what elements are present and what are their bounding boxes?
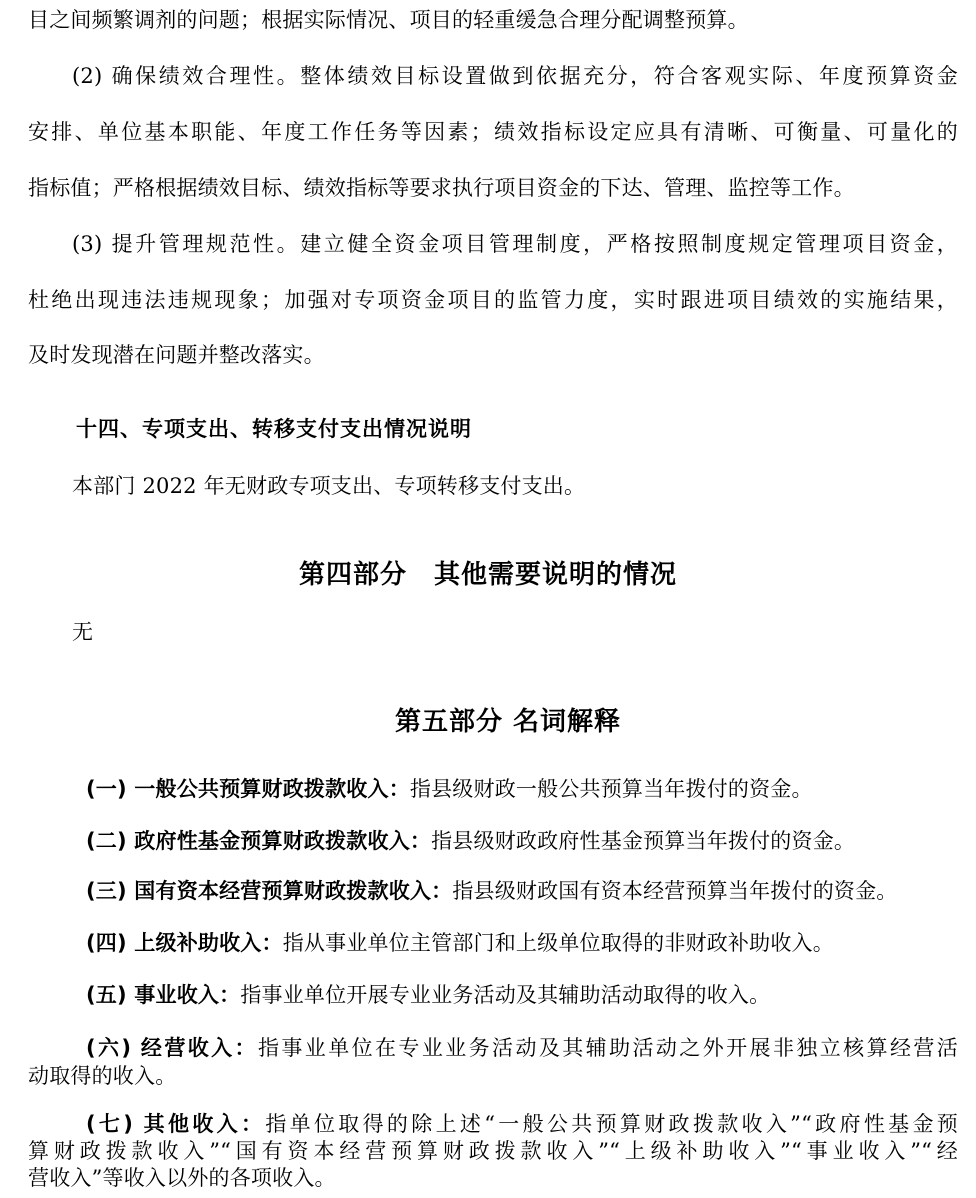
glossary-term: (六) 经营收入：	[86, 1036, 258, 1060]
paragraph-line: 安排、单位基本职能、年度工作任务等因素；绩效指标设定应具有清晰、可衡量、可量化的	[28, 120, 958, 144]
glossary-desc-continued: 营收入”等收入以外的各项收入。	[28, 1166, 336, 1190]
glossary-desc: 指从事业单位主管部门和上级单位取得的非财政补助收入。	[282, 931, 834, 955]
glossary-desc-continued: 动取得的收入。	[28, 1064, 177, 1088]
glossary-term: (一) 一般公共预算财政拨款收入：	[86, 777, 410, 801]
paragraph-line: 指标值；严格根据绩效目标、绩效指标等要求执行项目资金的下达、管理、监控等工作。	[28, 176, 855, 200]
glossary-desc: 指单位取得的除上述“一般公共预算财政拨款收入”“政府性基金预	[265, 1112, 958, 1136]
part-title: 第四部分 其他需要说明的情况	[298, 560, 677, 590]
glossary-item	[86, 877, 958, 905]
glossary-desc: 指县级财政国有资本经营预算当年拨付的资金。	[452, 879, 898, 903]
glossary-desc: 指县级财政一般公共预算当年拨付的资金。	[409, 777, 813, 801]
part-title: 第五部分 名词解释	[394, 707, 622, 737]
paragraph-line: (3) 提升管理规范性。建立健全资金项目管理制度，严格按照制度规定管理项目资金，	[72, 232, 958, 256]
glossary-item	[86, 1034, 958, 1062]
glossary-item	[86, 827, 958, 855]
paragraph-line: (2) 确保绩效合理性。整体绩效目标设置做到依据充分，符合客观实际、年度预算资金	[72, 64, 958, 88]
glossary-item	[86, 1110, 958, 1138]
glossary-desc: 指事业单位开展专业业务活动及其辅助活动取得的收入。	[240, 983, 771, 1007]
paragraph-line: 及时发现潜在问题并整改落实。	[28, 343, 325, 367]
glossary-term: (五) 事业收入：	[86, 983, 241, 1007]
glossary-item	[86, 981, 958, 1009]
glossary-desc: 指县级财政政府性基金预算当年拨付的资金。	[431, 829, 856, 853]
glossary-desc: 指事业单位在专业业务活动及其辅助活动之外开展非独立核算经营活	[257, 1036, 958, 1060]
section-heading: 十四、专项支出、转移支付支出情况说明	[76, 417, 472, 441]
paragraph-line: 杜绝出现违法违规现象；加强对专项资金项目的监管力度，实时跟进项目绩效的实施结果，	[28, 288, 958, 312]
glossary-term: (七) 其他收入：	[86, 1112, 266, 1136]
glossary-term: (三) 国有资本经营预算财政拨款收入：	[86, 879, 453, 903]
section-body: 本部门 2022 年无财政专项支出、专项转移支付支出。	[72, 474, 586, 498]
glossary-item	[86, 775, 958, 803]
paragraph-text: 目之间频繁调剂的问题；根据实际情况、项目的轻重缓急合理分配调整预算。	[28, 8, 749, 32]
part-body: 无	[72, 620, 94, 644]
glossary-term: (四) 上级补助收入：	[86, 931, 283, 955]
glossary-term: (二) 政府性基金预算财政拨款收入：	[86, 829, 432, 853]
glossary-item	[86, 929, 958, 957]
glossary-desc-continued: 算财政拨款收入”“国有资本经营预算财政拨款收入”“上级补助收入”“事业收入”“经	[28, 1139, 958, 1163]
